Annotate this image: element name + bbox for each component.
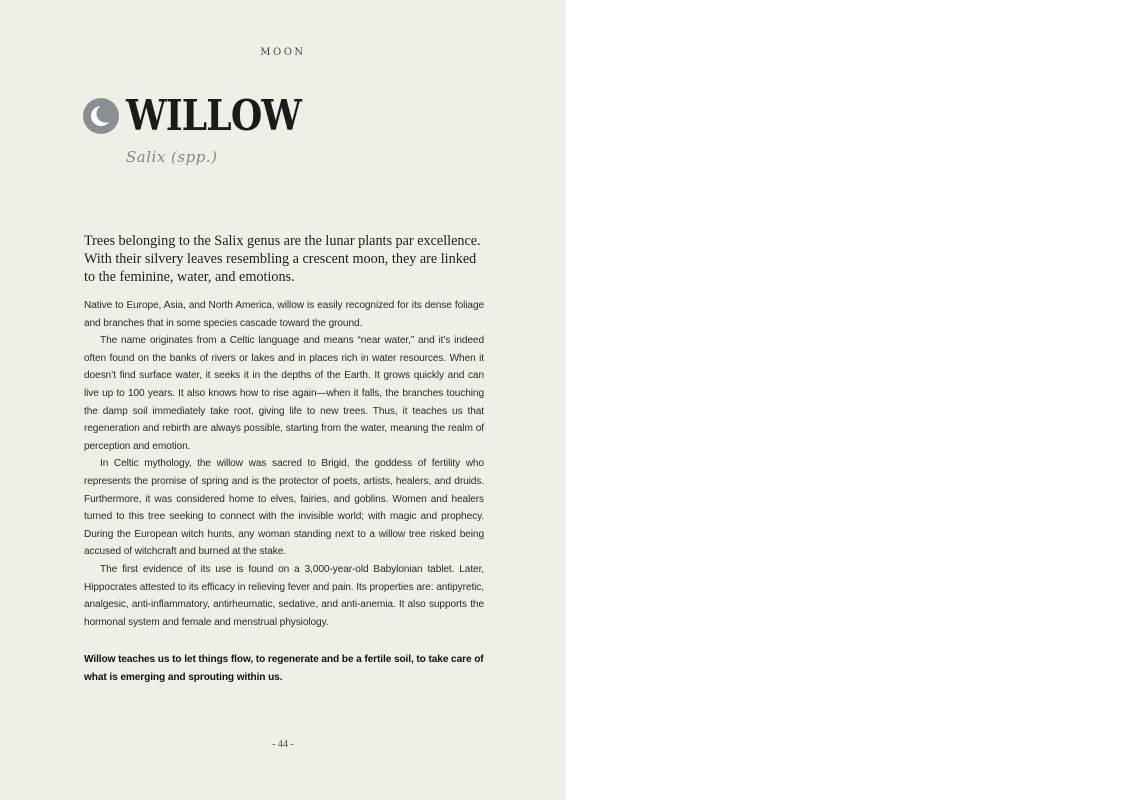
body-paragraph: The name originates from a Celtic language and means “near water,” and it’s indeed often found on the banks of rivers or lakes and in places rich in water resources. When it doesn’t find surface water, it seeks it in the depths of the Earth. It grows quickly and can live up to 100 years. It also knows how to rise again—when it falls, the branches touching the damp soil immediately take root, giving life to new trees. Thus, it teaches us that regeneration and rebirth are always possible, starting from the water, meaning the realm of perception and emotion. — [84, 335, 484, 452]
body-text — [84, 297, 484, 631]
latin-name: Salix (spp.) — [126, 148, 218, 166]
body-paragraph: In Celtic mythology, the willow was sacred to Brigid, the goddess of fertility who represents the promise of spring and is the protector of poets, artists, healers, and druids. Furthermore, it was considered home to elves, fairies, and goblins. Women and healers turned to this tree seeking to connect with the invisible world; with magic and prophecy. During the European witch hunts, any woman standing next to a willow tree risked being accused of witchcraft and burned at the stake. — [84, 458, 484, 558]
page-number: - 44 - — [272, 739, 294, 750]
running-head: MOON — [260, 47, 306, 58]
left-page — [0, 0, 566, 800]
lead-paragraph: Trees belonging to the Salix genus are the lunar plants par excellence. With their silvery leaves resembling a crescent moon, they are linked to the feminine, water, and emotions. — [84, 233, 481, 285]
right-page — [566, 0, 1133, 800]
crescent-moon-icon — [83, 98, 119, 134]
body-paragraph: Native to Europe, Asia, and North America, willow is easily recognized for its dense foliage and branches that in some species cascade toward the ground. — [84, 300, 484, 329]
page-title: WILLOW — [126, 91, 302, 140]
closing-statement: Willow teaches us to let things flow, to regenerate and be a fertile soil, to take care of what is emerging and sprouting within us. — [84, 654, 484, 683]
body-paragraph: The first evidence of its use is found on a 3,000-year-old Babylonian tablet. Later, Hippocrates attested to its efficacy in relieving fever and pain. Its properties are: antipyretic, analgesic, anti-inflammatory, antirheumatic, sedative, and anti-anemia. It also supports the hormonal system and female and menstrual physiology. — [84, 563, 484, 628]
